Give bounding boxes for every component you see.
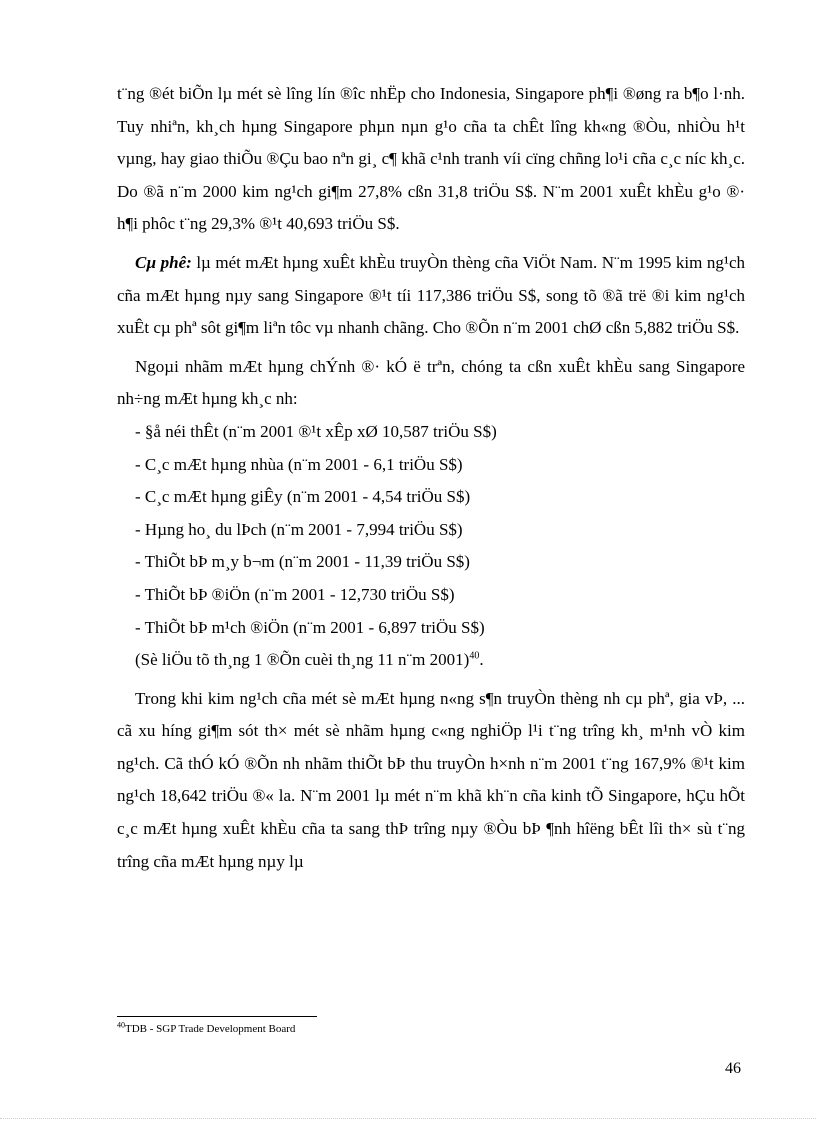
footnote-divider bbox=[117, 1016, 317, 1017]
paragraph-other-goods: Ngoµi nhãm mÆt hµng chÝnh ®· kÓ ë trªn, chóng ta cßn xuÊt khÈu sang Singapore nh÷ng mÆt hµng kh¸c nh: bbox=[117, 356, 745, 409]
paragraph-coffee bbox=[117, 247, 745, 345]
body-text bbox=[117, 78, 745, 878]
source-note: (Sè liÖu tõ th¸ng 1 ®Õn cuèi th¸ng 11 n¨m 2001)$^{40}$. bbox=[135, 650, 484, 670]
paragraph-rice: t¨ng ®ét biÕn lµ mét sè lîng lín ®îc nhËp cho Indonesia, Singapore ph¶i ®øng ra b¶o l·nh. Tuy nhiªn, kh¸ch hµng Singapore phµn nµn g¹o cña ta chÊt lîng kh«ng ®Òu, nhiÒu h¹t vµng, hay giao thiÕu ®Çu bao nªn gi¸ c¶ khã c¹nh tranh víi cïng chñng lo¹i cña c¸c níc kh¸c. Do ®ã n¨m 2000 kim ng¹ch gi¶m 27,8% cßn 31,8 triÖu S$. N¨m 2001 xuÊt khÈu g¹o ®· h¶i phôc t¨ng 29,3% ®¹t 40,693 triÖu S$. bbox=[117, 84, 745, 234]
coffee-heading: Cµ phê: bbox=[135, 252, 192, 272]
list-item: - §å néi thÊt (n¨m 2001 ®¹t xÊp xØ 10,587 triÖu S$) bbox=[135, 421, 497, 441]
footnote-number: 40 bbox=[117, 1020, 125, 1030]
list-item: - ThiÕt bÞ m¹ch ®iÖn (n¨m 2001 - 6,897 triÖu S$) bbox=[135, 617, 485, 637]
source-note-text: (Sè liÖu tõ th¸ng 1 ®Õn cuèi th¸ng 11 n¨m 2001) bbox=[135, 650, 470, 670]
footnote bbox=[117, 1022, 295, 1036]
coffee-text: lµ mét mÆt hµng xuÊt khÈu truyÒn thèng cña ViÖt Nam. N¨m 1995 kim ng¹ch cña mÆt hµng nµy sang Singapore ®¹t tíi 117,386 triÖu S$, song tõ ®ã trë ®i kim ng¹ch xuÊt cµ phª sôt gi¶m liªn tôc vµ nhanh chãng. Cho ®Õn n¨m 2001 chØ cßn 5,882 triÖu S$. bbox=[117, 252, 745, 338]
paragraph-industrial: Trong khi kim ng¹ch cña mét sè mÆt hµng n«ng s¶n truyÒn thèng nh cµ phª, gia vÞ, ... cã xu híng gi¶m sót th× mét sè nhãm hµng c«ng nghiÖp l¹i t¨ng trîng kh¸ m¹nh vÒ kim ng¹ch. Cã thÓ kÓ ®Õn nh nhãm thiÕt bÞ thu truyÒn h×nh n¨m 2001 t¨ng 167,9% ®¹t kim ng¹ch 18,642 triÖu ®« la. N¨m 2001 lµ mét n¨m khã kh¨n cña kinh tÕ Singapore, hÇu hÕt c¸c mÆt hµng xuÊt khÈu cña ta sang thÞ trîng nµy ®Òu bÞ ¶nh hîëng bÊt lîi th× sù t¨ng trîng cña mÆt hµng nµy lµ bbox=[117, 688, 745, 871]
page-number: 46 bbox=[725, 1060, 741, 1077]
list-item: - C¸c mÆt hµng nhùa (n¨m 2001 - 6,1 triÖu S$) bbox=[135, 454, 463, 474]
list-item: - ThiÕt bÞ m¸y b¬m (n¨m 2001 - 11,39 triÖu S$) bbox=[135, 552, 470, 572]
page-break-line bbox=[0, 1118, 816, 1119]
footnote-text: TDB - SGP Trade Development Board bbox=[125, 1023, 296, 1035]
export-items-list bbox=[117, 416, 745, 644]
list-item: - ThiÕt bÞ ®iÖn (n¨m 2001 - 12,730 triÖu S$) bbox=[135, 584, 455, 604]
footnote-ref[interactable]: 40 bbox=[469, 650, 480, 662]
list-item: - C¸c mÆt hµng giÊy (n¨m 2001 - 4,54 triÖu S$) bbox=[135, 487, 471, 507]
list-item: - Hµng ho¸ du lÞch (n¨m 2001 - 7,994 triÖu S$) bbox=[135, 519, 463, 539]
